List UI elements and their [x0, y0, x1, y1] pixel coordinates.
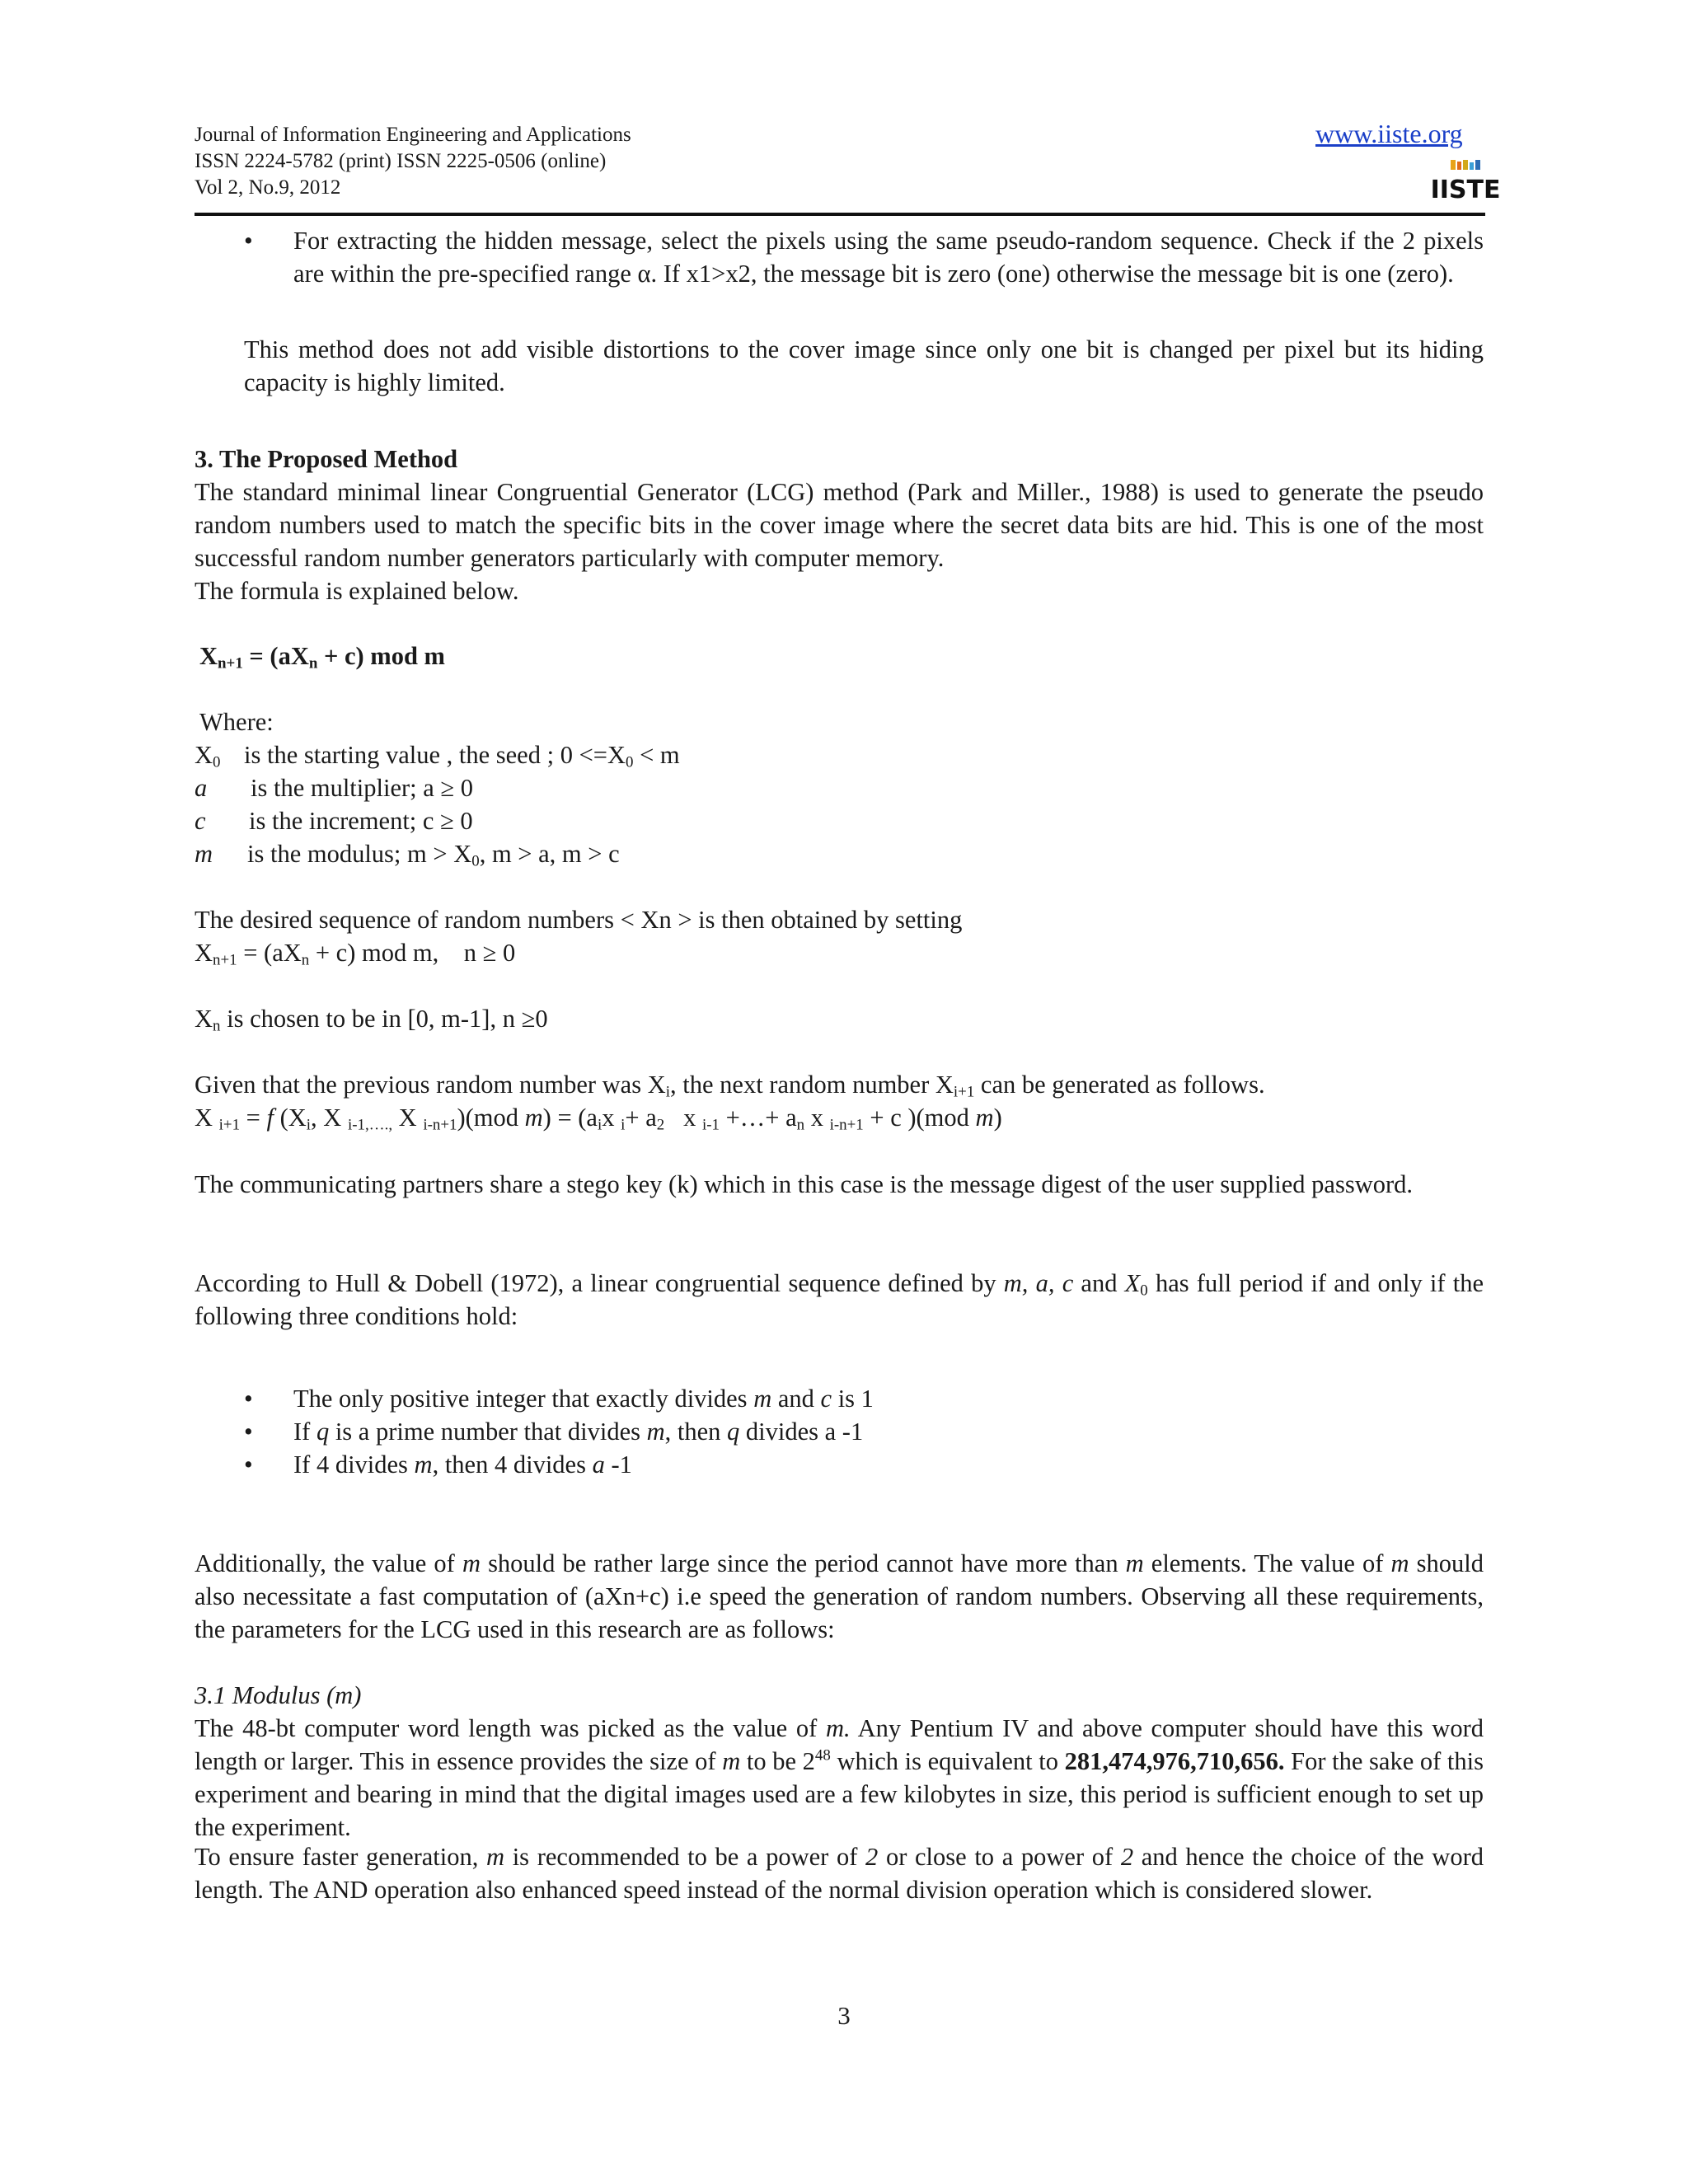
sequence-text: The desired sequence of random numbers < Xn > is then obtained by setting — [195, 906, 963, 934]
journal-title: Journal of Information Engineering and Applications — [195, 124, 631, 146]
section-3-heading: 3. The Proposed Method — [195, 445, 458, 473]
formula-intro: The formula is explained below. — [195, 577, 519, 605]
where-label: Where: — [199, 708, 274, 736]
page: Journal of Information Engineering and Applications ISSN 2224-5782 (print) ISSN 2225-0506 (online) Vol 2, No.9, 2012 www.iiste.org IISTE • For extracting the hidden message, select the pixels using the same pseudo-random sequence. Check if the 2 pixels are within the pre-specified range α. If x1>x2, the message bit is zero (one) otherwise the message bit is one (zero). This method does not add visible distortions to the cover image since only one bit is changed per pixel but its hiding capacity is highly limited. 3. The Proposed Method The standard minimal linear Congruential Generator (LCG) method (Park and Miller., 1988) is used to generate the pseudo random numbers used to match the specific bits in the cover image where the secret data bits are hid. This is one of the most successful random number generators particularly with computer memory. The formula is explained below. $X_{n+1} = (aX_n + c)$ mod m Where: $X_0$ is the starting value , the seed ; $0 <=X_0 < m$ a is the multiplier; a ≥ 0 c is the increment; c ≥ 0 m is the modulus; $m > X_0$, m > a, m > c The desired sequence of random numbers < Xn > is then obtained by setting $X_{n+1} = (aX_n + c)$ mod m, n ≥ 0 $X_n$ is chosen to be in [0, m-1], n ≥0 Given that the previous random number was $X_i$, the next random number $X_{i+1}$ can be generated as follows. X $_{i+1}$ = f ($X_i$, X $_{i-1,\dots.,}$ X $_{i-n+1}$)(mod $m) = (a_ix$ $_i+ a_2$ x $_{i-1}$ +…+ $a_n$ x $_{i-n+1}$ + c )(mod m) The communicating partners share a stego key (k) which in this case is the message digest of the user supplied password. According to Hull & Dobell (1972), a linear congruential sequence defined by m, a, c and $X_0$ has full period if and only if the following three conditions hold: • The only positive integer that exactly divides m and c is 1 • If q is a prime number that divides m, then q divides a -1 • If 4 divides m, then 4 divides a -1 Additionally, the value of m should be rather large since the period cannot have more than m elements. The value of m should also necessitate a fast computation of (aXn+c) i.e speed the generation of random numbers. Observing all these requirements, the parameters for the LCG used in this research are as follows: 3.1 Modulus (m) The 48-bt computer word length was picked as the value of m. Any Pentium IV and above computer should have this word length or larger. This in essence provides the size of m to be $2^{48}$ which is equivalent to 281,474,976,710,656. For the sake of this experiment and bearing in mind that the digital images used are a few kilobytes in size, this period is sufficient enough to set up the experiment. To ensure faster generation, m is recommended to be a power of 2 or close to a power of 2 and hence the choice of the word length. The AND operation also enhanced speed instead of the normal division operation which is considered slower. 3 — [0, 0, 1688, 2184]
def-a: a is the multiplier; a ≥ 0 — [195, 774, 474, 802]
sequence-formula: $X_{n+1} = (aX_n + c)$ mod m, n ≥ 0 — [195, 939, 516, 969]
bullet-marker: • — [244, 1418, 253, 1446]
modulus-para-2: To ensure faster generation, m is recommended to be a power of 2 or close to a power of 2 and hence the choice of the word length. The AND operation also enhanced speed instead of the normal division operation which is considered slower. — [195, 1843, 1484, 1904]
def-m: m is the modulus; $m > X_0$, m > a, m > c — [195, 840, 620, 870]
section-3-intro: The standard minimal linear Congruential Generator (LCG) method (Park and Miller., 1988) is used to generate the pseudo random numbers used to match the specific bits in the cover image where the secret data bits are hid. This is one of the most successful random number generators particularly with computer memory. — [195, 478, 1484, 572]
page-number: 3 — [837, 2001, 851, 2030]
lcg-formula: $X_{n+1} = (aX_n + c)$ mod m — [199, 642, 445, 673]
xn-range-line: $X_n$ is chosen to be in [0, m-1], n ≥0 — [195, 1005, 548, 1035]
bullet-marker: • — [244, 227, 253, 255]
def-x0: $X_0$ is the starting value , the seed ; $0 <=X_0 < m$ — [195, 741, 680, 771]
stego-key-para: The communicating partners share a stego key (k) which in this case is the message digest of the user supplied password. — [195, 1170, 1414, 1198]
para-distortion: This method does not add visible distortions to the cover image since only one bit is changed per pixel but its hiding capacity is highly limited. — [244, 335, 1484, 396]
svg-text:IISTE: IISTE — [1430, 176, 1501, 204]
modulus-para-1: The 48-bt computer word length was picked as the value of m. Any Pentium IV and above computer should have this word length or larger. This in essence provides the size of m to be $2^{48}$ which is equivalent to 281,474,976,710,656. For the sake of this experiment and bearing in mind that the digital images used are a few kilobytes in size, this period is sufficient enough to set up the experiment. — [195, 1714, 1484, 1841]
bullet-extract-text: For extracting the hidden message, select the pixels using the same pseudo-random sequence. Check if the 2 pixels are within the pre-specified range α. If x1>x2, the message bit is zero (one) otherwise the message bit is one (zero). — [293, 227, 1484, 288]
general-formula: X $_{i+1}$ = f ($X_i$, X $_{i-1,\dots.,}$ X $_{i-n+1}$)(mod $m) = (a_ix$ $_i+ a_2$ x $_{i-1}$ +…+ $a_n$ x $_{i-n+1}$ + c )(mod m) — [195, 1104, 1002, 1134]
given-line: Given that the previous random number was $X_i$, the next random number $X_{i+1}$ can be generated as follows. — [195, 1071, 1265, 1101]
header-divider — [195, 213, 1485, 216]
journal-volume: Vol 2, No.9, 2012 — [195, 176, 341, 199]
def-c: c is the increment; c ≥ 0 — [195, 807, 473, 835]
bullet-marker: • — [244, 1385, 253, 1413]
hull-dobell-para: According to Hull & Dobell (1972), a linear congruential sequence defined by m, a, c and $X_0$ has full period if and only if the following three conditions hold: — [195, 1269, 1484, 1330]
journal-issn: ISSN 2224-5782 (print) ISSN 2225-0506 (online) — [195, 150, 607, 172]
iiste-logo-icon — [1430, 158, 1501, 204]
journal-header — [195, 122, 631, 201]
journal-url-link[interactable]: www.iiste.org — [1315, 119, 1463, 148]
section-3-1-heading: 3.1 Modulus (m) — [195, 1681, 362, 1709]
bullet-marker: • — [244, 1451, 253, 1479]
additional-para: Additionally, the value of m should be rather large since the period cannot have more than m elements. The value of m should also necessitate a fast computation of (aXn+c) i.e speed the generation of random numbers. Observing all these requirements, the parameters for the LCG used in this research are as follows: — [195, 1549, 1484, 1643]
